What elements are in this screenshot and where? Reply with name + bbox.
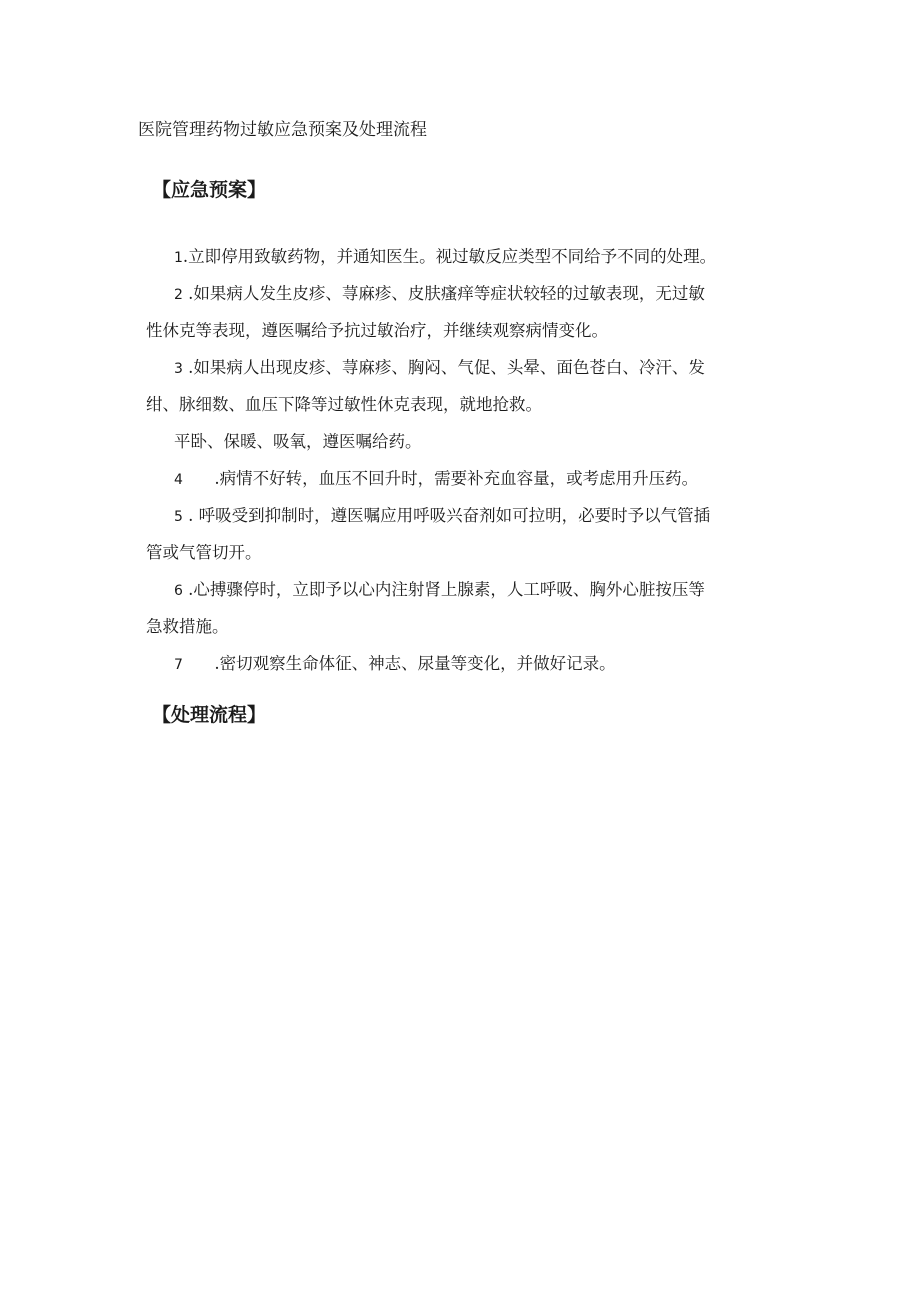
item-number: 7 xyxy=(174,657,183,673)
list-item xyxy=(146,571,804,645)
list-item xyxy=(174,460,804,497)
item-number: 4 xyxy=(174,472,183,488)
item-text: 平卧、保暖、吸氧，遵医嘱给药。 xyxy=(174,432,422,451)
item-text-continuation: 性休克等表现，遵医嘱给予抗过敏治疗，并继续观察病情变化。 xyxy=(146,321,608,340)
item-text-continuation: 管或气管切开。 xyxy=(146,543,262,562)
list-item xyxy=(174,423,804,460)
item-text: .如果病人发生皮疹、荨麻疹、皮肤瘙痒等症状较轻的过敏表现，无过敏 xyxy=(182,284,705,303)
item-number: 6 xyxy=(174,583,183,599)
list-item xyxy=(174,645,804,682)
list-item-line xyxy=(174,460,804,497)
item-number: 3 xyxy=(174,361,183,377)
item-text: .密切观察生命体征、神志、尿量等变化，并做好记录。 xyxy=(182,654,616,673)
list-item-line xyxy=(174,275,804,312)
section-heading-emergency-plan: 【应急预案】 xyxy=(152,179,267,201)
list-item xyxy=(174,238,804,275)
item-text: .如果病人出现皮疹、荨麻疹、胸闷、气促、头晕、面色苍白、冷汗、发 xyxy=(182,358,705,377)
list-item xyxy=(146,497,804,571)
list-item-line xyxy=(174,349,804,386)
item-text: .心搏骤停时，立即予以心内注射肾上腺素，人工呼吸、胸外心脏按压等 xyxy=(182,580,705,599)
item-text: .病情不好转，血压不回升时，需要补充血容量，或考虑用升压药。 xyxy=(182,469,699,488)
item-text: . 呼吸受到抑制时，遵医嘱应用呼吸兴奋剂如可拉明，必要时予以气管插 xyxy=(182,506,711,525)
item-number: 1 xyxy=(174,250,183,266)
list-item-line xyxy=(174,645,804,682)
item-number: 5 xyxy=(174,509,183,525)
item-text-continuation: 急救措施。 xyxy=(146,617,229,636)
item-number: 2 xyxy=(174,287,183,303)
list-item-line xyxy=(174,497,804,534)
item-text-continuation: 绀、脉细数、血压下降等过敏性休克表现，就地抢救。 xyxy=(146,395,542,414)
section-heading-process: 【处理流程】 xyxy=(152,704,267,726)
list-item-line xyxy=(174,238,804,275)
item-text: .立即停用致敏药物，并通知医生。视过敏反应类型不同给予不同的处理。 xyxy=(182,247,717,266)
list-item xyxy=(146,349,804,423)
list-item-line xyxy=(174,571,804,608)
list-item xyxy=(146,275,804,349)
document-title: 医院管理药物过敏应急预案及处理流程 xyxy=(138,120,427,140)
